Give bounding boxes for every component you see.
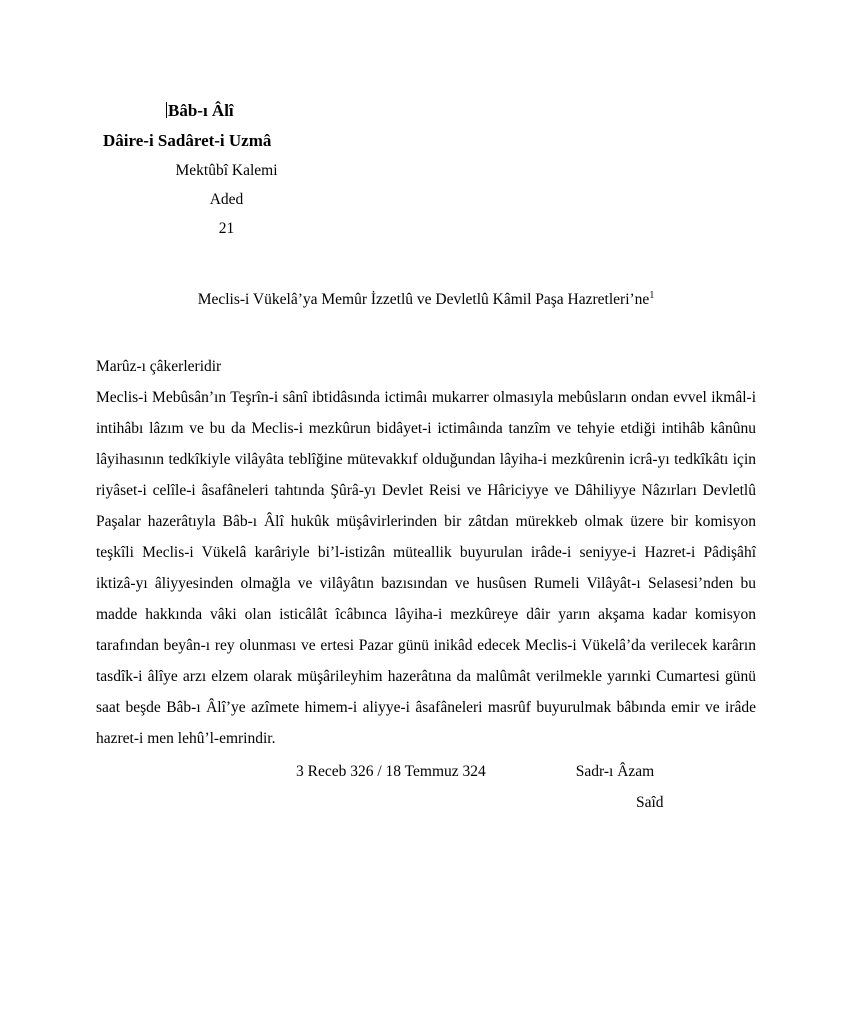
header-line-number-label: Aded: [209, 191, 244, 208]
signature-row: [96, 756, 756, 787]
header-line-bureau: Mektûbî Kalemi: [175, 162, 278, 179]
footnote-marker: 1: [649, 290, 655, 301]
addressee-line: [96, 285, 756, 311]
document-header: [96, 96, 756, 243]
header-line-number-value: 21: [218, 220, 235, 237]
salutation-line: Marûz-ı çâkerleridir: [96, 358, 222, 376]
header-line-department: Dâire-i Sadâret-i Uzmâ: [103, 131, 272, 150]
signature-title: Sadr-ı Âzam: [575, 763, 655, 781]
header-line-office: [166, 96, 756, 126]
text-cursor: [166, 102, 167, 118]
header-line-office-text: Bâb-ı Âlî: [168, 101, 234, 120]
addressee-text: Meclis-i Vükelâ’ya Memûr İzzetlû ve Devletlû Kâmil Paşa Hazretleri’ne: [197, 291, 650, 309]
document-body: [96, 96, 756, 818]
signature-name: Saîd: [636, 794, 664, 812]
signature-date: 3 Receb 326 / 18 Temmuz 324: [296, 763, 486, 781]
body-paragraph: Meclis-i Mebûsân’ın Teşrîn-i sânî ibtidâsında ictimâı mukarrer olmasıyla mebûsların ondan evvel ikmâl-i intihâbı lâzım ve bu da Meclis-i mezkûrun bidâyet-i ictimâında tanzîm ve tehyie etdiği intihâb kânûnu lâyihasının tedkîkiyle vilâyâta teblîğine mütevakkıf olduğundan lâyiha-i mezkûrenin icrâ-yı tedkîkâtı için riyâset-i celîle-i âsafâneleri tahtında Şûrâ-yı Devlet Reisi ve Hâriciyye ve Dâhiliyye Nâzırları Devletlû Paşalar hazerâtıyla Bâb-ı Âlî hukûk müşâvirlerinden bir zâtdan mürekkeb olmak üzere bir komisyon teşkîli Meclis-i Vükelâ karâriyle bi’l-istizân müteallik buyurulan irâde-i seniyye-i Hazret-i Pâdişâhî iktizâ-yı âliyyesinden olmağla ve vilâyâtın bazısından ve husûsen Rumeli Vilâyât-ı Selasesi’nden bu madde hakkında vâki olan isticâlât îcâbınca lâyiha-i mezkûreye dâir yarın akşama kadar komisyon tarafından beyân-ı rey olunması ve ertesi Pazar günü inikâd edecek Meclis-i Vükelâ’da verilecek karârın tasdîk-i âlîye arzı elzem olarak müşârileyhim hazerâtına da malûmât verilmekle yarınki Cumartesi günü saat beşde Bâb-ı Âlî’ye azîmete himem-i aliyye-i âsafâneleri masrûf buyurulmak bâbında emir ve irâde hazret-i men lehû’l-emrindir.: [96, 389, 756, 748]
